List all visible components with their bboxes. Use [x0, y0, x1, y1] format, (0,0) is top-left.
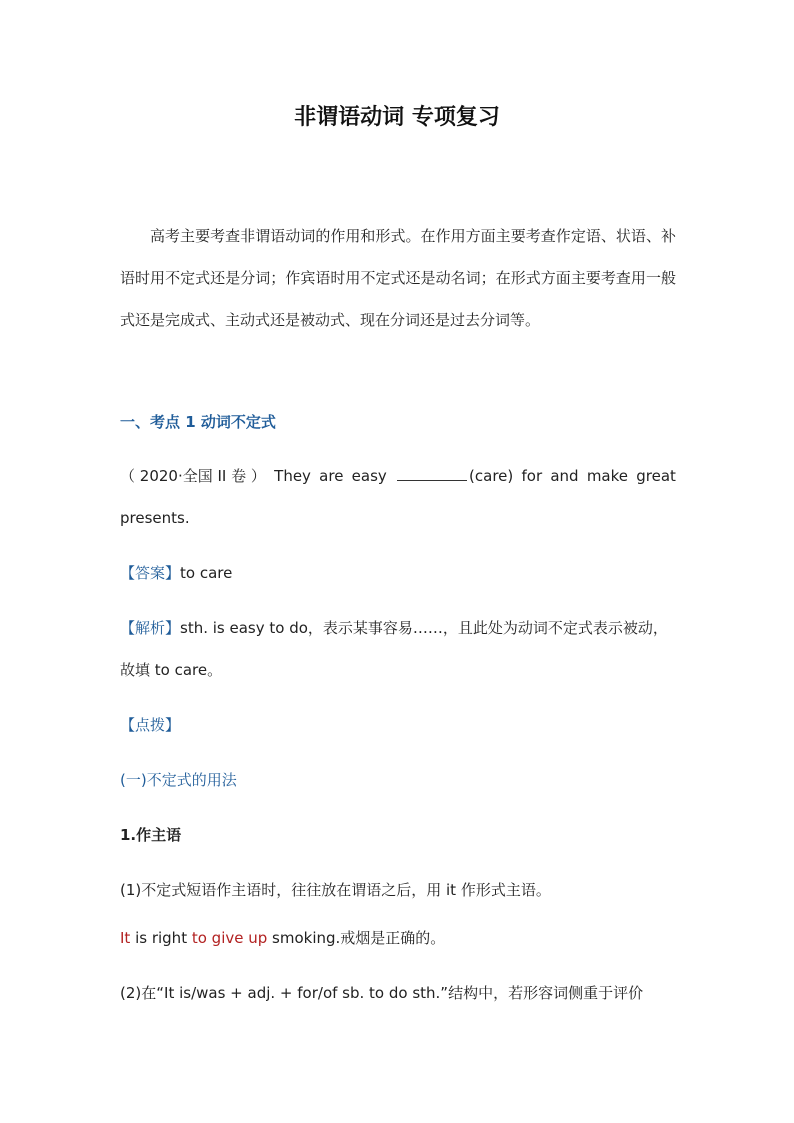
- question-word: are: [319, 467, 344, 485]
- item-heading: 1.作主语: [120, 826, 182, 844]
- page-title: 非谓语动词 专项复习: [294, 105, 500, 130]
- answer-line: [120, 562, 676, 584]
- tips-tag: 【点拨】: [120, 716, 181, 734]
- question-word: easy: [351, 467, 387, 485]
- analysis-line: [120, 617, 676, 639]
- answer-tag: 【答案】: [120, 564, 181, 582]
- answer-blank: (care): [395, 465, 513, 487]
- example-infinitive: to give up: [191, 929, 268, 947]
- section-heading: 一、考点 1 动词不定式: [120, 413, 276, 431]
- question-source: （ 2020·全国 II 卷 ）: [120, 467, 266, 485]
- rule-text: (1)不定式短语作主语时，往往放在谓语之后，用 it 作形式主语。: [120, 881, 551, 899]
- question-word: and: [550, 467, 579, 485]
- question-line: [120, 465, 676, 487]
- sub-heading: (一)不定式的用法: [120, 771, 237, 789]
- example-rest: smoking.戒烟是正确的。: [267, 929, 446, 947]
- example-sentence: [120, 927, 676, 949]
- question-continuation: presents.: [120, 509, 190, 527]
- example-middle: is right: [130, 929, 192, 947]
- analysis-continuation: 故填 to care。: [120, 661, 223, 679]
- rule-text: (2)在“It is/was + adj. + for/of sb. to do sth.”结构中，若形容词侧重于评价: [120, 984, 644, 1002]
- question-word: great: [636, 467, 676, 485]
- question-word: make: [586, 467, 628, 485]
- analysis-text: sth. is easy to do，表示某事容易……，且此处为动词不定式表示被动，: [180, 619, 668, 637]
- intro-paragraph: 高考主要考查非谓语动词的作用和形式。在作用方面主要考查作定语、状语、补语时用不定式还是分词；作宾语时用不定式还是动名词；在形式方面主要考查用一般式还是完成式、主动式还是被动式、现在分词还是过去分词等。: [120, 227, 676, 329]
- question-word: for: [521, 467, 543, 485]
- analysis-tag: 【解析】: [120, 619, 181, 637]
- answer-text: to care: [180, 564, 233, 582]
- example-subject: It: [120, 929, 131, 947]
- question-word: They: [274, 467, 311, 485]
